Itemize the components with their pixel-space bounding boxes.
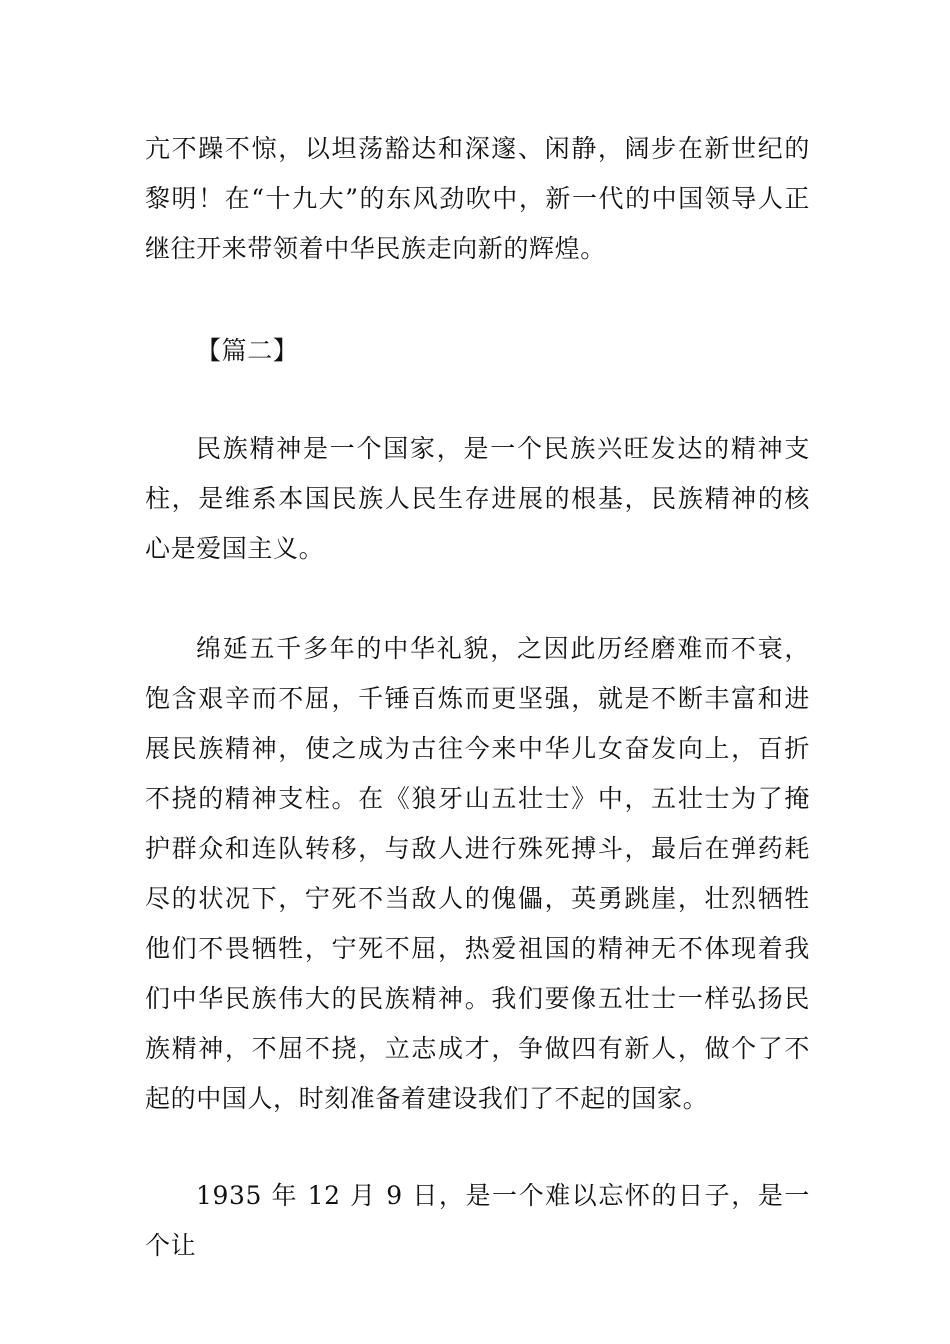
body-paragraph-3: 1935 年 12 月 9 日，是一个难以忘怀的日子，是一个让	[145, 1181, 810, 1260]
section-heading: 【篇二】	[196, 336, 299, 365]
continuation-paragraph: 亢不躁不惊，以坦荡豁达和深邃、闲静，阔步在新世纪的黎明！在“十九大”的东风劲吹中，新一代的中国领导人正继往开来带领着中华民族走向新的辉煌。	[145, 134, 810, 263]
body-paragraph-2: 绵延五千多年的中华礼貌，之因此历经磨难而不衰，饱含艰辛而不屈，千锤百炼而更坚强，就是不断丰富和进展民族精神，使之成为古往今来中华儿女奋发向上，百折不挠的精神支柱。在《狼牙山五壮士》中，五壮士为了掩护群众和连队转移，与敌人进行殊死搏斗，最后在弹药耗尽的状况下，宁死不当敌人的傀儡，英勇跳崖，壮烈牺牲他们不畏牺牲，宁死不屈，热爱祖国的精神无不体现着我们中华民族伟大的民族精神。我们要像五壮士一样弘扬民族精神，不屈不挠，立志成才，争做四有新人，做个了不起的中国人，时刻准备着建设我们了不起的国家。	[145, 634, 810, 1113]
body-paragraph-1: 民族精神是一个国家，是一个民族兴旺发达的精神支柱，是维系本国民族人民生存进展的根基，民族精神的核心是爱国主义。	[145, 434, 810, 563]
